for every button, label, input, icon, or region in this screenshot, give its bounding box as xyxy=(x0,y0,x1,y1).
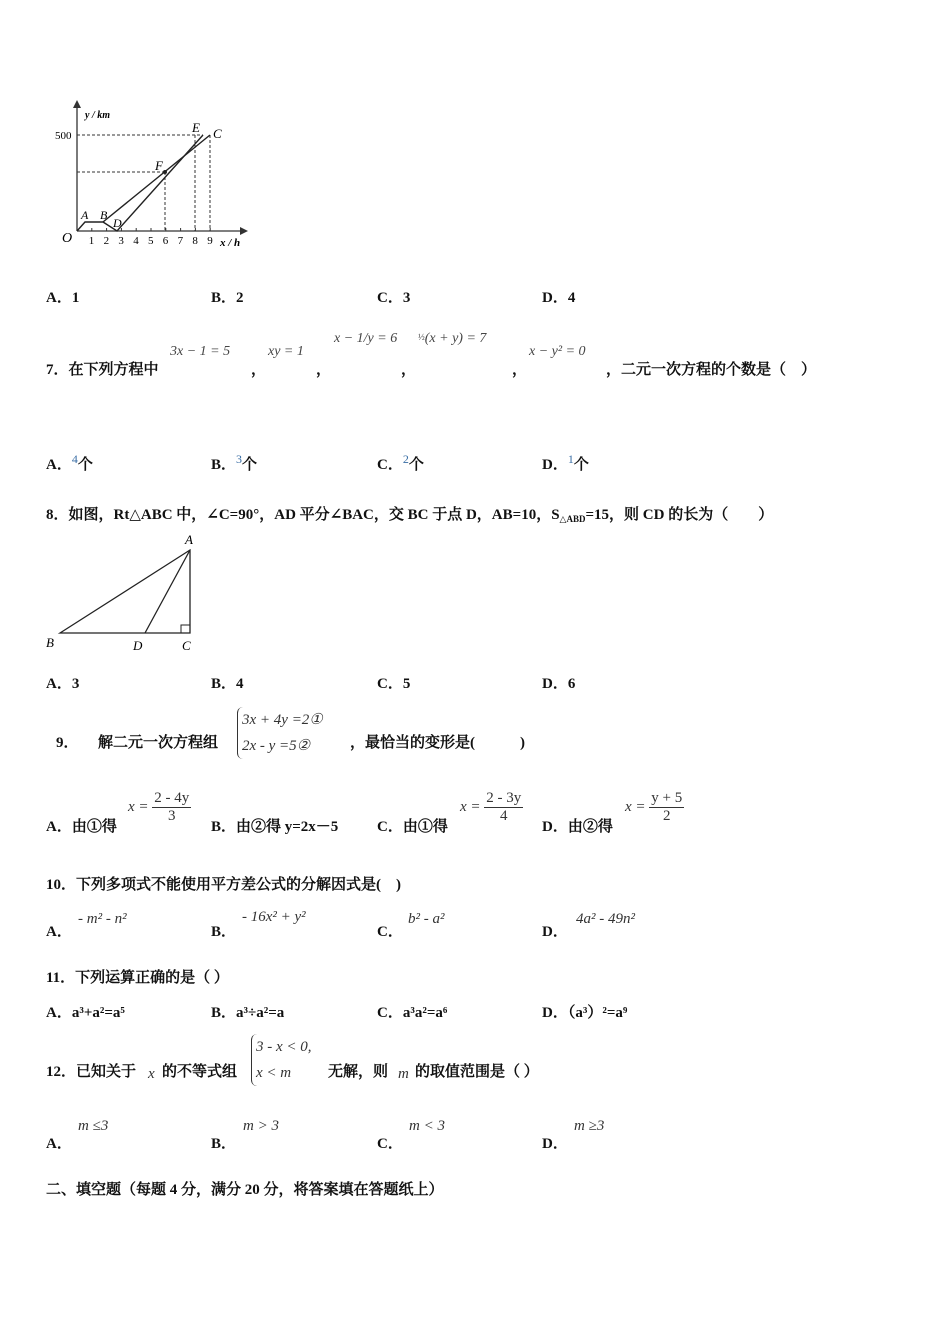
label-f: F xyxy=(155,158,163,173)
q9-system xyxy=(237,707,323,759)
x-tick-2: 2 xyxy=(103,235,110,247)
y-axis-label: y / km xyxy=(85,110,110,121)
q9-option-c-expr: x = $\frac{2 - 3y}{4}$ xyxy=(460,790,522,824)
section-2-heading: 二、填空题（每题 4 分，满分 20 分，将答案填在答题纸上） xyxy=(46,1182,444,1198)
q12-var-m: m xyxy=(398,1066,409,1082)
x-axis-arrow xyxy=(240,227,248,235)
triangle-abc xyxy=(60,550,190,633)
q12-end: 的取值范围是（ ） xyxy=(415,1064,539,1080)
q8-option-d: D．6 xyxy=(542,676,576,692)
x-axis-label: x / h xyxy=(220,237,241,249)
q12-system xyxy=(251,1034,312,1086)
label-b: B xyxy=(46,635,54,650)
q7-comma-4: ， xyxy=(512,362,528,378)
q12-option-d-expr: m ≥3 xyxy=(574,1118,605,1134)
q7-eq5: x − y² = 0 xyxy=(529,344,586,359)
x-tick-4: 4 xyxy=(133,235,139,247)
q12-option-d-letter: D． xyxy=(542,1136,568,1152)
q8-option-b: B．4 xyxy=(211,676,244,692)
q7-eq4-text: (x + y) = 7 xyxy=(424,331,487,346)
right-triangle-figure xyxy=(40,532,210,657)
segment-ad xyxy=(145,550,190,633)
q10-option-d-expr: 4a² - 49n² xyxy=(576,911,635,927)
q9-option-a-label: A．由①得 xyxy=(46,819,117,835)
q7-comma-3: ， xyxy=(401,362,417,378)
label-d: D xyxy=(133,638,143,653)
q12-ineq2: x < m xyxy=(256,1065,292,1081)
label-a: A xyxy=(185,532,193,547)
point-f xyxy=(163,170,167,174)
origin-label: O xyxy=(62,231,73,246)
q10-stem: 10．下列多项式不能使用平方差公式的分解因式是( ) xyxy=(46,877,401,893)
q7-prefix: 7．在下列方程中 xyxy=(46,362,159,378)
q6-option-d: D．4 xyxy=(542,290,576,306)
q12-option-c-expr: m < 3 xyxy=(409,1118,445,1134)
q10-option-b-letter: B． xyxy=(211,924,237,940)
x-tick-1: 1 xyxy=(88,235,95,247)
label-c: C xyxy=(213,126,222,141)
x-tick-9: 9 xyxy=(207,235,213,247)
q9-eq2: 2x - y =5② xyxy=(242,738,311,754)
distance-time-graph xyxy=(55,98,255,250)
q12-number: 12．已知关于 xyxy=(46,1064,137,1080)
q7-eq4: ½(x + y) = 7 xyxy=(418,331,487,346)
q6-option-c: C．3 xyxy=(377,290,411,306)
q9-option-d-label: D．由②得 xyxy=(542,819,613,835)
line-o-a-b-d-e xyxy=(77,135,203,231)
q11-option-c: C．a³a²=a⁶ xyxy=(377,1005,448,1021)
q9-option-d-expr: x = $\frac{y + 5}{2}$ xyxy=(625,790,683,824)
q9-option-a-expr: x = $\frac{2 - 4y}{3}$ xyxy=(128,790,190,824)
q11-option-a: A．a³+a²=a⁵ xyxy=(46,1005,125,1021)
q7-eq3: x − 1/y = 6 xyxy=(334,331,398,346)
q12-option-a-letter: A． xyxy=(46,1136,72,1152)
q8-option-a: A．3 xyxy=(46,676,80,692)
y-tick-500: 500 xyxy=(55,130,72,142)
q6-option-b: B．2 xyxy=(211,290,244,306)
q7-option-d: D．$^1$个 xyxy=(542,452,589,473)
q9-suffix: ，最恰当的变形是( ) xyxy=(350,735,525,751)
x-tick-8: 8 xyxy=(192,235,198,247)
q11-option-d: D．（a³）²=a⁹ xyxy=(542,1005,628,1021)
q12-option-b-expr: m > 3 xyxy=(243,1118,279,1134)
label-b: B xyxy=(100,208,108,222)
q11-stem: 11．下列运算正确的是（ ） xyxy=(46,970,229,986)
q11-option-b: B．a³÷a²=a xyxy=(211,1005,285,1021)
label-c: C xyxy=(182,638,191,653)
q10-option-d-letter: D． xyxy=(542,924,568,940)
right-angle-mark xyxy=(181,625,190,633)
q10-option-a-letter: A． xyxy=(46,924,72,940)
q9-option-c-label: C．由①得 xyxy=(377,819,448,835)
q6-option-a: A．1 xyxy=(46,290,80,306)
q10-option-a-expr: - m² - n² xyxy=(78,911,127,927)
q9-eq1: 3x + 4y =2① xyxy=(242,712,323,728)
x-tick-7: 7 xyxy=(177,235,184,247)
q7-option-c: C．$^2$个 xyxy=(377,452,424,473)
q10-option-c-letter: C． xyxy=(377,924,403,940)
q7-option-b: B．$^3$个 xyxy=(211,452,258,473)
q12-mid: 的不等式组 xyxy=(162,1064,238,1080)
x-tick-6: 6 xyxy=(162,235,169,247)
q8-stem: 8．如图，Rt△ABC 中，∠C=90°，AD 平分∠BAC，交 BC 于点 D，AB=10，$S_{\triangle ABD}=15$，则 CD 的长为（ ） xyxy=(46,507,774,524)
line-b-c xyxy=(103,135,210,222)
q12-after: 无解，则 xyxy=(328,1064,389,1080)
q7-eq1: 3x − 1 = 5 xyxy=(170,344,231,359)
q7-eq2: xy = 1 xyxy=(268,344,304,359)
q8-option-c: C．5 xyxy=(377,676,411,692)
label-e: E xyxy=(192,120,200,135)
q10-option-b-expr: - 16x² + y² xyxy=(242,909,306,925)
q7-comma-1: ， xyxy=(251,362,267,378)
q9-number: 9． xyxy=(56,735,79,751)
q12-option-b-letter: B． xyxy=(211,1136,237,1152)
q12-option-a-expr: m ≤3 xyxy=(78,1118,109,1134)
q12-var-x: x xyxy=(148,1066,155,1082)
y-axis-arrow xyxy=(73,100,81,108)
q10-option-c-expr: b² - a² xyxy=(408,911,445,927)
q7-suffix: ，二元一次方程的个数是（ ） xyxy=(606,362,817,378)
q9-option-b: B．由②得 y=2x－5 xyxy=(211,819,339,835)
x-tick-5: 5 xyxy=(148,235,154,247)
label-d: D xyxy=(113,216,122,230)
q12-ineq1: 3 - x < 0, xyxy=(256,1039,312,1055)
q9-prefix: 解二元一次方程组 xyxy=(98,735,219,751)
label-a: A xyxy=(81,208,89,222)
x-tick-3: 3 xyxy=(118,235,124,247)
q12-option-c-letter: C． xyxy=(377,1136,403,1152)
q7-comma-2: ， xyxy=(316,362,332,378)
q7-option-a: A．$^4$个 xyxy=(46,452,93,473)
